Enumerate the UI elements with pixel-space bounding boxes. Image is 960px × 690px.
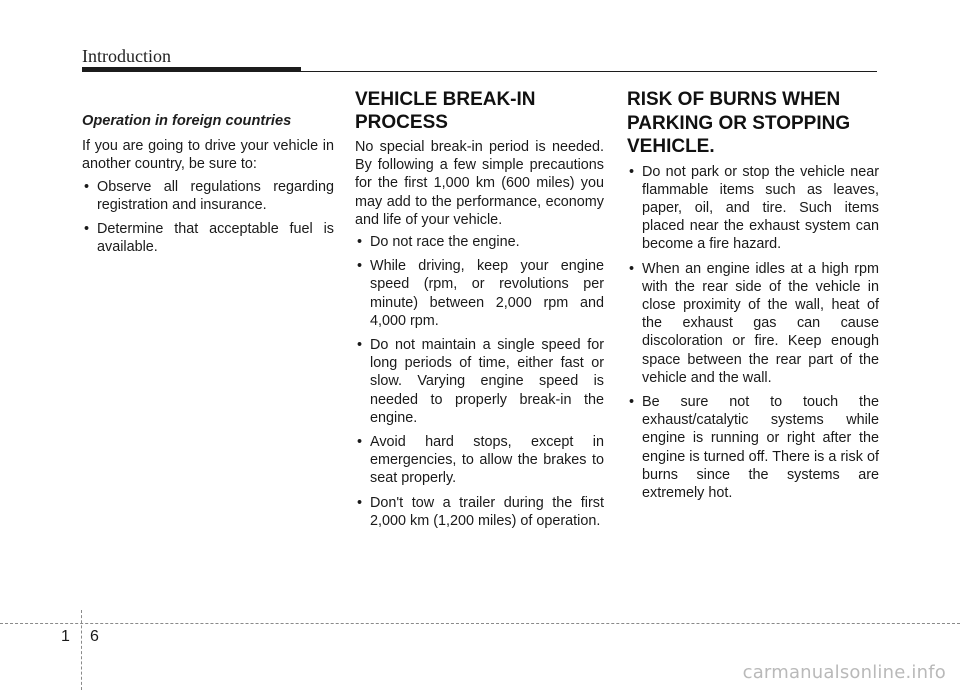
list-item: • Do not park or stop the vehicle near flammable items such as leaves, paper, oil, and tire. Such items placed near the exhaust system can become a fire hazard. — [627, 163, 879, 254]
list-item: • While driving, keep your engine speed (rpm, or revolutions per minute) between 2,000 rpm and 4,000 rpm. — [355, 257, 604, 330]
header-rule-thin — [301, 71, 877, 72]
list-item: • Don't tow a trailer during the first 2,000 km (1,200 miles) of operation. — [355, 494, 604, 530]
chapter-number: 1 — [61, 628, 70, 645]
left-column — [82, 88, 334, 262]
list-item: • Do not maintain a single speed for long periods of time, either fast or slow. Varying engine speed is needed to properly break-in the engine. — [355, 336, 604, 427]
header-rule-thick — [82, 67, 301, 72]
list-item: • Be sure not to touch the exhaust/catalytic systems while engine is running or right after the engine is turned off. There is a risk of burns since the systems are extremely hot. — [627, 393, 879, 502]
watermark: carmanualsonline.info — [742, 662, 946, 683]
list-item: • Avoid hard stops, except in emergencies, to allow the brakes to seat properly. — [355, 433, 604, 488]
footer-vertical-divider — [81, 610, 83, 690]
break-in-heading: VEHICLE BREAK-IN PROCESS — [355, 89, 536, 133]
page-number: 6 — [90, 628, 99, 645]
break-in-list — [355, 233, 604, 530]
list-item: • Observe all regulations regarding registration and insurance. — [82, 178, 334, 214]
middle-column — [355, 88, 604, 536]
burn-risk-heading: RISK OF BURNS WHEN PARKING OR STOPPING VEHICLE. — [627, 89, 851, 157]
foreign-countries-list — [82, 178, 334, 257]
list-item: • Determine that acceptable fuel is available. — [82, 220, 334, 256]
break-in-intro: No special break-in period is needed. By following a few simple precautions for the first 1,000 km (600 miles) you may add to the performance, economy and life of your vehicle. — [355, 139, 604, 228]
burn-risk-list — [627, 163, 879, 503]
page-header-title: Introduction — [82, 46, 171, 66]
right-column — [627, 88, 879, 508]
list-item: • Do not race the engine. — [355, 233, 604, 251]
list-item: • When an engine idles at a high rpm with the rear side of the vehicle in close proximity of the wall, heat of the exhaust gas can cause discoloration or fire. Keep enough space between the rear part of the vehicle and the wall. — [627, 260, 879, 387]
foreign-countries-subheading: Operation in foreign countries — [82, 113, 292, 129]
foreign-countries-intro: If you are going to drive your vehicle in another country, be sure to: — [82, 138, 334, 173]
footer-divider — [0, 623, 960, 625]
